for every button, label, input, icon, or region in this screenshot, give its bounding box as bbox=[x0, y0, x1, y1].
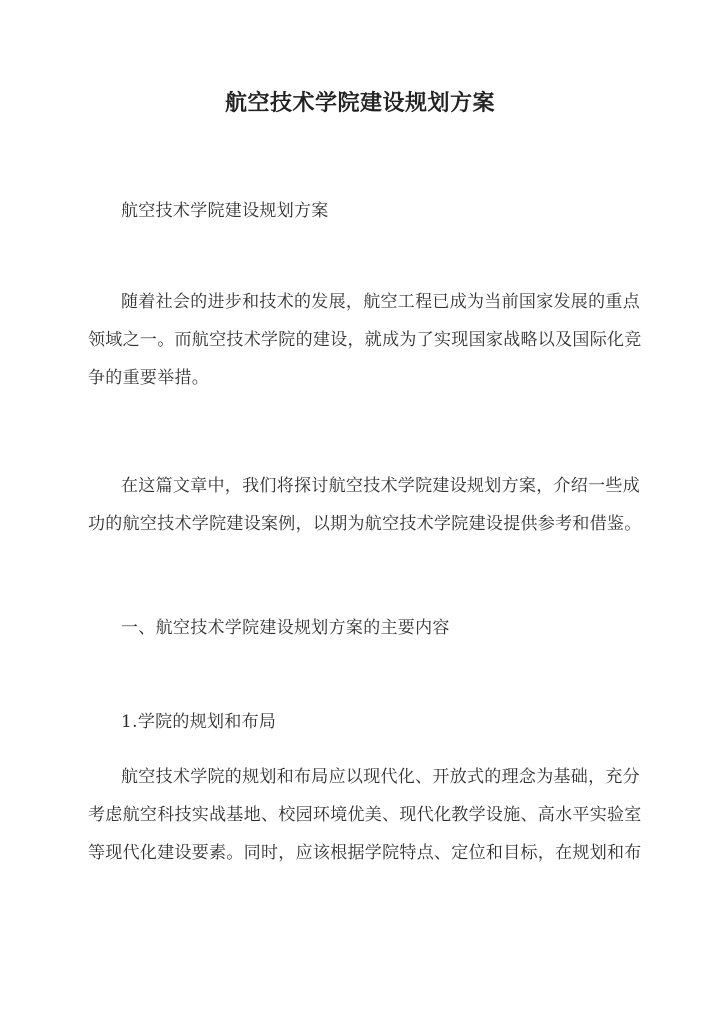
paragraph-purpose bbox=[88, 467, 642, 543]
paragraph-subtitle bbox=[88, 192, 636, 230]
paragraph-line: 1.学院的规划和布局 bbox=[121, 712, 277, 732]
paragraph-line: 等现代化建设要素。同时，应该根据学院特点、定位和目标，在规划和布 bbox=[88, 843, 642, 863]
document-title: 航空技术学院建设规划方案 bbox=[224, 90, 495, 116]
paragraph-line: 考虑航空科技实战基地、校园环境优美、现代化教学设施、高水平实验室 bbox=[88, 805, 642, 825]
section-heading bbox=[88, 609, 636, 647]
paragraph-intro bbox=[88, 283, 642, 397]
paragraph-line: 航空技术学院的规划和布局应以现代化、开放式的理念为基础，充分 bbox=[121, 767, 640, 787]
paragraph-planning bbox=[88, 758, 642, 872]
paragraph-line: 争的重要举措。 bbox=[88, 368, 210, 388]
paragraph-line: 航空技术学院建设规划方案 bbox=[121, 201, 329, 221]
subsection-heading bbox=[88, 703, 636, 741]
paragraph-line: 随着社会的进步和技术的发展，航空工程已成为当前国家发展的重点 bbox=[121, 292, 640, 312]
paragraph-line: 功的航空技术学院建设案例，以期为航空技术学院建设提供参考和借鉴。 bbox=[88, 514, 642, 534]
paragraph-line: 一、航空技术学院建设规划方案的主要内容 bbox=[121, 618, 450, 638]
paragraph-line: 在这篇文章中，我们将探讨航空技术学院建设规划方案，介绍一些成 bbox=[121, 476, 640, 496]
paragraph-line: 领域之一。而航空技术学院的建设，就成为了实现国家战略以及国际化竞 bbox=[88, 330, 642, 350]
